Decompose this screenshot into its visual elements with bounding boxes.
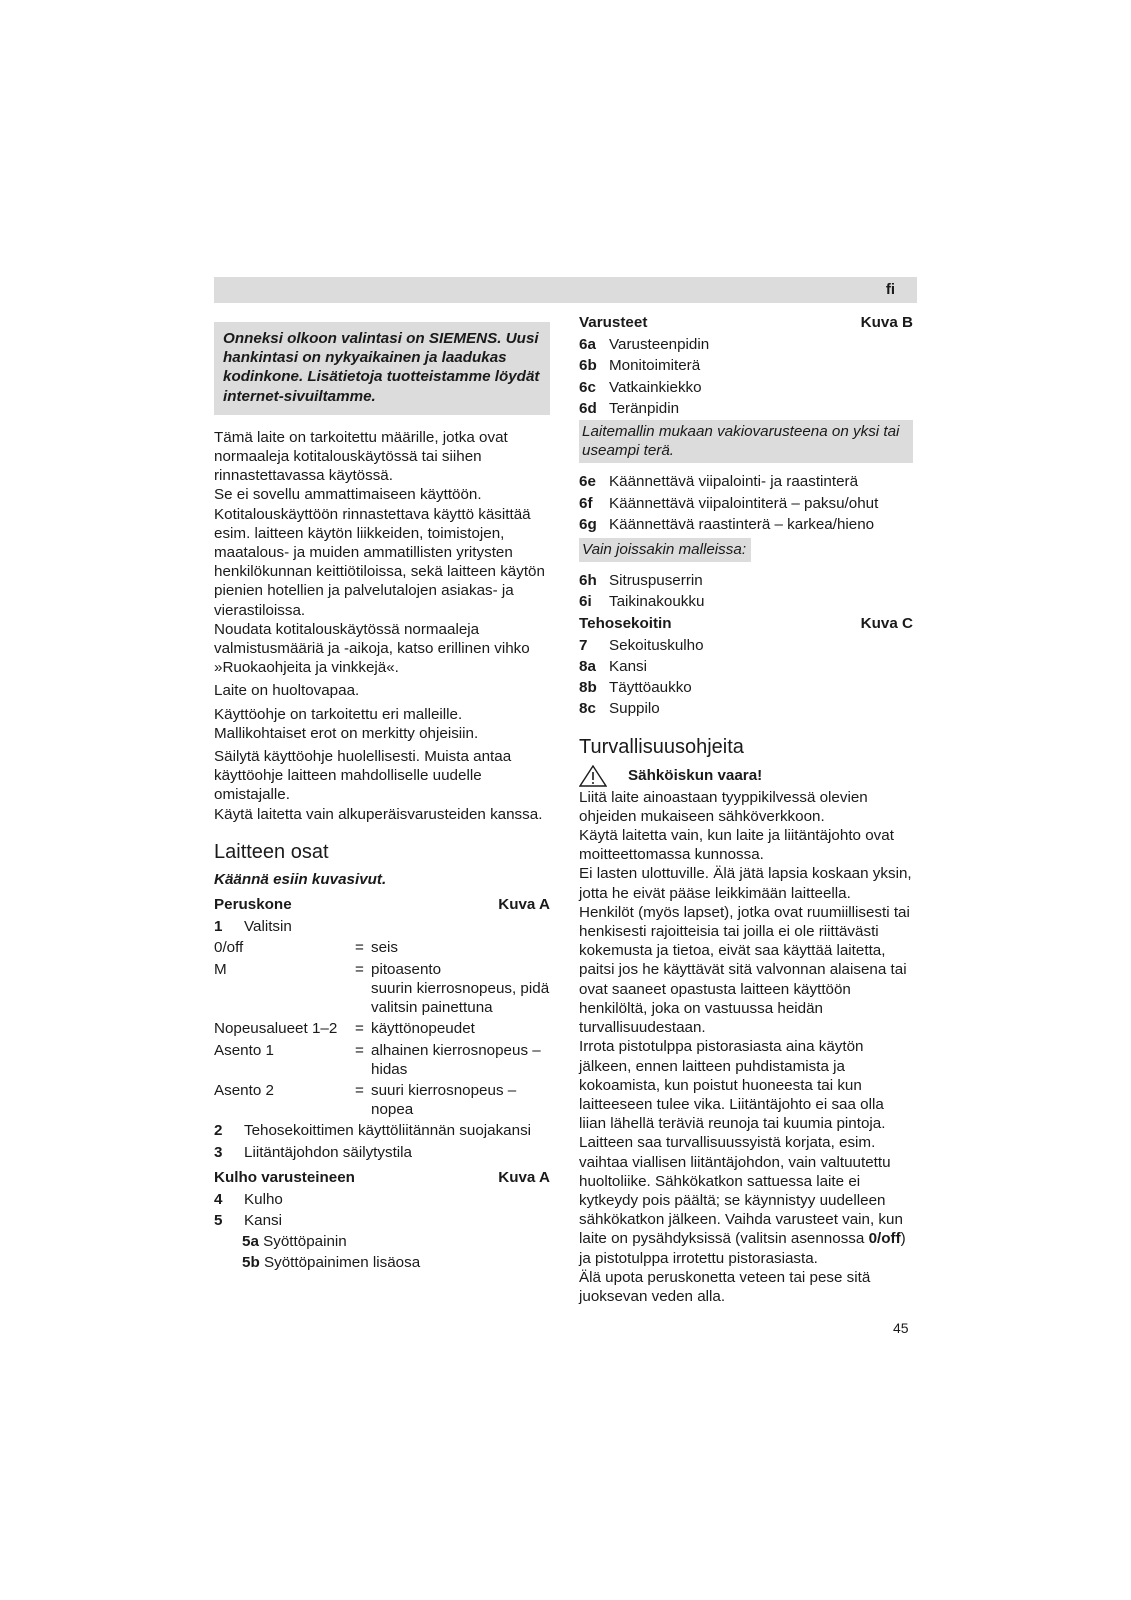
sub-list-item bbox=[214, 1232, 550, 1251]
item-number: 5b bbox=[242, 1253, 260, 1271]
repair-text-post: ) ja pistotulppa irrotettu pistorasiasta. bbox=[579, 1230, 906, 1267]
setting-value: pitoasento bbox=[371, 960, 442, 978]
item-number: 1 bbox=[214, 918, 223, 936]
figure-ref: Kuva A bbox=[498, 1168, 550, 1186]
setting-row bbox=[214, 1041, 550, 1079]
subhead-tehosekoitin bbox=[579, 614, 913, 633]
figure-ref: Kuva B bbox=[860, 314, 913, 331]
setting-row bbox=[214, 1081, 550, 1119]
figure-ref: Kuva C bbox=[860, 614, 913, 632]
language-bar bbox=[214, 277, 917, 303]
setting-key: Asento 2 bbox=[214, 1081, 274, 1099]
subhead-label: Kulho varusteineen bbox=[214, 1168, 355, 1186]
list-item bbox=[214, 1121, 550, 1140]
subhead-peruskone bbox=[214, 895, 550, 914]
list-item bbox=[579, 699, 913, 718]
item-text: Täyttöaukko bbox=[609, 679, 692, 697]
item-number: 6e bbox=[579, 473, 596, 491]
item-text: Kansi bbox=[244, 1212, 282, 1230]
body-paragraph: Tämä laite on tarkoitettu määrille, jotka ovat normaaleja kotitalouskäytössä tai siihen rinnastettavassa käytössä. bbox=[214, 428, 508, 485]
item-number: 6b bbox=[579, 357, 597, 375]
section-title-turvallisuus: Turvallisuusohjeita bbox=[579, 735, 744, 758]
warning-triangle-icon bbox=[579, 765, 607, 787]
subhead-label: Peruskone bbox=[214, 896, 292, 914]
item-text: Käännettävä viipalointi- ja raastinterä bbox=[609, 473, 859, 491]
body-paragraph: Irrota pistotulppa pistorasiasta aina käytön jälkeen, ennen laitteen puhdistamista ja kokoamista, kun poistut huoneesta tai kun laitteeseen tulee vika. Liitäntäjohto ei saa olla liian lähellä teräviä reunoja tai kuumia pintoja. bbox=[579, 1038, 886, 1133]
repair-text-pre: Laitteen saa turvallisuussyistä korjata, esim. vaihtaa viallisen liitäntäjohdon, vain valtuutettu huoltoliike. Sähkökatkon sattuessa laite ei kytkeydy pois päältä; se käynnistyy uudelleen sähkökatkon jälkeen. Vaihda varusteet vain, kun laite on pysähdyksissä (valitsin asennossa bbox=[579, 1134, 903, 1248]
setting-key: 0/off bbox=[214, 939, 244, 957]
body-paragraph: Säilytä käyttöohje huolellisesti. Muista antaa käyttöohje laitteen mahdolliselle uudelle omistajalle. bbox=[214, 748, 512, 804]
intro-box: Onneksi olkoon valintasi on SIEMENS. Uusi hankintasi on nykyaikainen ja laadukas kodinkone. Lisätietoja tuotteistamme löydät internet-sivuiltamme. bbox=[214, 322, 550, 415]
setting-key: Asento 1 bbox=[214, 1041, 274, 1059]
item-number: 3 bbox=[214, 1143, 223, 1161]
sub-list-item bbox=[214, 1253, 550, 1272]
body-paragraph: Noudata kotitalouskäytössä normaaleja valmistusmääriä ja -aikoja, katso erillinen vihko »Ruokaohjeita ja vinkkejä«. bbox=[214, 620, 530, 677]
setting-eq: = bbox=[355, 960, 364, 978]
figure-ref: Kuva A bbox=[498, 896, 550, 914]
list-item bbox=[579, 472, 913, 491]
setting-key: Nopeusalueet 1–2 bbox=[214, 1020, 338, 1038]
body-paragraph: Henkilöt (myös lapset), jotka ovat ruumiillisesti tai henkisesti rajoitteisia tai joilla ei ole riittävästi kokemusta ja tietoa, eivät saa käyttää laitetta, paitsi jos he käyttävät sitä valvonnan alaisena tai ovat saaneet opastusta laitteen käyttöön henkilöltä, joka on vastuussa heidän turvallisuudestaan. bbox=[579, 903, 910, 1037]
list-item bbox=[579, 571, 913, 590]
item-number: 5 bbox=[214, 1212, 223, 1230]
right-column bbox=[579, 313, 913, 1306]
body-paragraph: Älä upota peruskonetta veteen tai pese sitä juoksevan veden alla. bbox=[579, 1268, 871, 1305]
list-item bbox=[579, 335, 913, 354]
setting-extra: suurin kierrosnopeus, pidä valitsin painettuna bbox=[371, 979, 550, 1017]
subhead-label: Tehosekoitin bbox=[579, 614, 672, 632]
item-number: 4 bbox=[214, 1190, 223, 1208]
left-column bbox=[214, 313, 550, 1273]
item-number: 5a bbox=[242, 1233, 259, 1251]
item-number: 8b bbox=[579, 679, 597, 697]
item-text: Valitsin bbox=[244, 918, 292, 936]
item-text: Varusteenpidin bbox=[609, 336, 710, 354]
setting-value: suuri kierrosnopeus – nopea bbox=[371, 1081, 517, 1119]
body-paragraph: Se ei sovellu ammattimaiseen käyttöön. Kotitalouskäyttöön rinnastettava käyttö käsittää esim. laitteen käytön liikkeiden, toimistojen, maatalous- ja muiden ammatillisten yritysten henkilökunnan keittiötiloissa, sekä laitteen käytön pienien hotellien ja palvelutalojen asiakas- ja vierastiloissa. bbox=[214, 486, 545, 619]
item-text: Monitoimiterä bbox=[609, 357, 701, 375]
setting-eq: = bbox=[355, 1081, 364, 1099]
body-paragraph: Laite on huoltovapaa. bbox=[214, 682, 360, 700]
subhead-varusteet bbox=[579, 313, 913, 332]
setting-value: alhainen kierrosnopeus – hidas bbox=[371, 1041, 541, 1078]
setting-row bbox=[214, 938, 550, 957]
section-subtitle: Käännä esiin kuvasivut. bbox=[214, 870, 387, 888]
setting-value: käyttönopeudet bbox=[371, 1020, 475, 1038]
list-item bbox=[579, 678, 913, 697]
body-paragraph: Käytä laitetta vain, kun laite ja liitäntäjohto ovat moitteettomassa kunnossa. bbox=[579, 827, 894, 864]
setting-value: seis bbox=[371, 939, 399, 957]
list-item bbox=[214, 1211, 550, 1230]
setting-row bbox=[214, 1019, 550, 1038]
subhead-kulho bbox=[214, 1168, 550, 1187]
item-text: Sekoituskulho bbox=[609, 636, 704, 654]
item-text: Sitruspuserrin bbox=[609, 572, 703, 590]
item-text: Kansi bbox=[609, 658, 647, 676]
setting-key: M bbox=[214, 960, 227, 978]
item-text: Käännettävä viipalointiterä – paksu/ohut bbox=[609, 494, 879, 512]
item-text: Tehosekoittimen käyttöliitännän suojakansi bbox=[244, 1122, 532, 1140]
note-box: Laitemallin mukaan vakiovarusteena on yksi tai useampi terä. bbox=[579, 420, 913, 463]
item-number: 2 bbox=[214, 1122, 223, 1140]
item-text: Syöttöpainimen lisäosa bbox=[263, 1253, 421, 1271]
item-number: 6c bbox=[579, 378, 596, 396]
item-text: Kulho bbox=[244, 1190, 283, 1208]
body-paragraph: Käytä laitetta vain alkuperäisvarusteiden kanssa. bbox=[214, 805, 543, 823]
note-box: Vain joissakin malleissa: bbox=[579, 538, 751, 562]
list-item bbox=[579, 515, 913, 534]
item-number: 6g bbox=[579, 515, 597, 533]
item-number: 6h bbox=[579, 572, 597, 590]
item-text: Taikinakoukku bbox=[609, 593, 705, 611]
item-number: 6a bbox=[579, 336, 596, 354]
item-number: 6i bbox=[579, 593, 592, 611]
item-text: Liitäntäjohdon säilytystila bbox=[244, 1143, 413, 1161]
item-text: Suppilo bbox=[609, 700, 660, 718]
section-title-laitteen-osat: Laitteen osat bbox=[214, 840, 329, 863]
setting-row bbox=[214, 960, 550, 1018]
list-item bbox=[214, 917, 550, 936]
setting-eq: = bbox=[355, 1041, 364, 1059]
list-item bbox=[579, 592, 913, 611]
list-item bbox=[579, 356, 913, 375]
body-paragraph: Liitä laite ainoastaan tyyppikilvessä olevien ohjeiden mukaiseen sähköverkkoon. bbox=[579, 788, 868, 825]
list-item bbox=[214, 1143, 550, 1162]
list-item bbox=[579, 636, 913, 655]
item-number: 6d bbox=[579, 399, 597, 417]
item-text: Vatkainkiekko bbox=[609, 378, 702, 396]
list-item bbox=[579, 657, 913, 676]
item-number: 8a bbox=[579, 658, 596, 676]
list-item bbox=[214, 1190, 550, 1209]
body-paragraph: Käyttöohje on tarkoitettu eri malleille. Mallikohtaiset erot on merkitty ohjeisiin. bbox=[214, 705, 479, 742]
item-text: Käännettävä raastinterä – karkea/hieno bbox=[609, 515, 875, 533]
setting-eq: = bbox=[355, 1020, 364, 1038]
repair-text-bold: 0/off bbox=[868, 1230, 901, 1248]
body-paragraph: Ei lasten ulottuville. Älä jätä lapsia koskaan yksin, jotta he eivät pääse leikkimään laitteella. bbox=[579, 865, 912, 902]
list-item bbox=[579, 378, 913, 397]
language-code: fi bbox=[885, 281, 895, 298]
warning-text: Sähköiskun vaara! bbox=[628, 767, 763, 785]
setting-eq: = bbox=[355, 939, 364, 957]
item-text: Teränpidin bbox=[609, 399, 680, 417]
item-number: 8c bbox=[579, 700, 596, 718]
item-text: Syöttöpainin bbox=[263, 1233, 347, 1251]
item-number: 7 bbox=[579, 636, 588, 654]
subhead-label: Varusteet bbox=[579, 314, 648, 331]
list-item bbox=[579, 399, 913, 418]
page-number: 45 bbox=[893, 1320, 909, 1336]
item-number: 6f bbox=[579, 494, 593, 512]
warning-line bbox=[579, 765, 913, 787]
list-item bbox=[579, 494, 913, 513]
body-paragraph bbox=[579, 1133, 913, 1267]
